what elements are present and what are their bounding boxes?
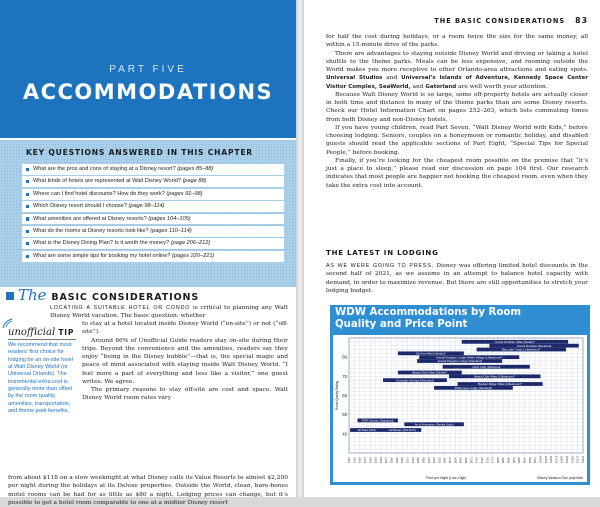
key-question-pages: (pages 85–88) <box>177 166 214 172</box>
section-title-the: The <box>18 286 47 304</box>
y-tick-label: 60 <box>342 393 347 398</box>
bullet-square-icon <box>26 217 29 220</box>
x-tick-label: $1200 <box>582 455 585 463</box>
x-tick-label: $1025 <box>544 455 548 463</box>
x-tick-label: $325 <box>395 457 399 463</box>
x-tick-label: $300 <box>390 457 394 463</box>
key-question-text: What are the pros and cons of staying at a Disney resort? <box>33 166 176 172</box>
bullet-square-icon <box>26 168 29 171</box>
y-tick-label: 50 <box>342 412 347 418</box>
r-paragraph-1: for half the cost during holidays, or a room twice the size for the same money, all within a 15-minute drive of the parks. <box>326 34 588 49</box>
x-tick-label: $175 <box>363 457 367 463</box>
x-tick-label: $1175 <box>576 455 580 463</box>
x-tick-label: $1050 <box>550 455 554 463</box>
section-title-main: BASIC CONSIDERATIONS <box>51 292 200 303</box>
key-questions-heading: KEY QUESTIONS ANSWERED IN THIS CHAPTER <box>26 148 253 157</box>
x-tick-label: $975 <box>534 457 538 463</box>
x-tick-label: $200 <box>369 457 373 463</box>
x-tick-label: $150 <box>358 457 362 463</box>
key-question-pages: (pages 104–105) <box>148 215 191 222</box>
r-p2-b: Universal Studios <box>326 75 383 82</box>
x-tick-label: $550 <box>443 457 447 463</box>
x-tick-label: $400 <box>411 457 415 463</box>
key-question-text: What kinds of hotels are represented at Walt Disney World? <box>33 178 181 185</box>
x-tick-label: $875 <box>512 457 516 463</box>
x-tick-label: $1100 <box>560 455 564 463</box>
right-page <box>304 0 600 497</box>
r-p2-a: There are advantages to staying outside Disney World and driving or taking a hotel shuttle to the theme parks. Meals can be less expensive, and rooming outside the World makes you more receptive to other Orlando-area attractions and eating spots. <box>326 50 588 73</box>
x-tick-label: $675 <box>470 457 474 463</box>
key-question-pages: (page 88) <box>182 178 207 185</box>
bar-label: Bay Lake Tower (1-Bedroom)* <box>501 347 541 352</box>
x-tick-label: $650 <box>465 457 468 463</box>
x-tick-label: $775 <box>491 457 495 463</box>
section-title <box>6 286 199 304</box>
key-question-item <box>22 189 284 200</box>
x-tick-label: $525 <box>438 457 442 463</box>
section-square-icon <box>6 292 14 300</box>
x-tick-label: $1150 <box>571 455 575 463</box>
chart-plot-area <box>333 335 587 482</box>
lead-rest: is critical to planning any Walt Disney World vacation. The basic question: whether <box>50 305 288 320</box>
left-body-bottom: from about $118 on a slow weeknight at what Disney calls its Value Resorts to almost $2,200 per night during the holidays at its Deluxe properties. Outside the World, clean, bare-bones motel rooms can be had for as little as $80 a night. Lodging prices can change, but it’s possible to get a hotel room comparable to one at a midtier Disney resort <box>8 475 288 506</box>
x-tick-label: $375 <box>406 457 410 463</box>
x-tick-label: $350 <box>401 457 405 463</box>
x-tick-label: $850 <box>507 457 511 463</box>
key-question-item <box>22 226 284 237</box>
x-tick-label: $575 <box>449 457 453 463</box>
x-tick-label: $625 <box>459 457 463 463</box>
lead-paragraph <box>50 304 288 321</box>
running-head <box>434 16 588 25</box>
y-tick-label: 70 <box>342 373 347 379</box>
key-question-item <box>22 164 284 175</box>
lead-caps: LOCATING A SUITABLE HOTEL OR CONDO <box>50 305 191 311</box>
latest-rest: Disney was offering limited hotel discounts in the second half of 2021, as we assume in an attempt to balance hotel capacity with demand, in order to maximize revenue. But there are still opportunities to stretch your lodging budget. <box>326 263 588 294</box>
latest-lodging-paragraph <box>326 262 588 295</box>
bar-label: Animal Kingdom Lodge (Standard) <box>437 359 482 364</box>
accommodations-chart <box>330 305 590 485</box>
key-question-item <box>22 238 284 249</box>
bar-label: All-Stars (Std) <box>357 428 376 433</box>
x-tick-label: $925 <box>523 457 527 463</box>
bar-label: Beach Club Villas (1-Bedroom)* <box>474 374 516 379</box>
bar-label: Animal Kingdom Lodge Kidani Village (1-Bedroom)* <box>436 355 503 360</box>
r-p2-c: and <box>382 75 402 82</box>
x-tick-label: $100 <box>348 457 351 463</box>
x-axis-label: Price per Night (Low–High) <box>425 476 467 480</box>
key-question-text: Which Disney resort should I choose? <box>33 203 127 210</box>
key-question-text: What amenities are offered at Disney resorts? <box>33 215 147 222</box>
x-tick-label: $425 <box>417 457 421 463</box>
bullet-square-icon <box>26 230 29 233</box>
x-tick-label: $800 <box>496 457 500 463</box>
x-tick-label: $275 <box>385 457 389 463</box>
bar-label: Boulder Ridge Villas (1-Bedroom)* <box>477 382 523 387</box>
y-tick-label: 80 <box>342 354 347 360</box>
x-tick-label: $250 <box>379 457 383 463</box>
latest-lodging-heading: THE LATEST IN LODGING <box>326 249 439 257</box>
part-banner <box>0 0 296 138</box>
right-body-column <box>326 33 588 190</box>
r-paragraph-4: If you have young children, read Part Seven, “Walt Disney World with Kids,” before choosing lodging. Seniors, couples on a honeymoon or romantic holiday, and disabled guests should read the applicable sections of Part Eight, “Special Tips for Special People,” before booking. <box>326 124 588 156</box>
bar-label: Caribbean (Std-DVC) <box>388 428 416 433</box>
key-questions-box <box>0 140 296 287</box>
x-tick-label: $725 <box>480 457 484 463</box>
key-question-item <box>22 251 284 262</box>
key-question-pages: (pages 91–98) <box>166 190 203 197</box>
x-tick-label: $1125 <box>566 455 570 463</box>
tip-heading <box>8 327 76 340</box>
x-tick-label: $125 <box>353 457 357 463</box>
bar-label: Art of Animation (Family Suite) <box>414 422 454 427</box>
page-number: 83 <box>575 16 588 25</box>
bar-label: Coronado Springs (Standard) <box>396 378 434 383</box>
key-questions-list <box>22 164 284 263</box>
r-p2-d: Universal’s Islands of Adventure, Kennedy Space Center Visitor Complex, SeaWorld, <box>326 75 588 90</box>
y-axis-label: Room Quality Rating <box>335 380 339 411</box>
key-question-text: What are some simple tips for booking my hotel online? <box>33 252 171 259</box>
unofficial-tip <box>8 327 76 415</box>
chart-title: WDW Accommodations by Room Quality and Price Point <box>335 307 521 330</box>
r-p2-f: Gatorland <box>425 83 457 90</box>
left-page <box>0 0 296 506</box>
x-tick-label: $950 <box>528 457 532 463</box>
key-question-text: Where can I find hotel discounts? How do they work? <box>33 190 165 197</box>
running-head-title: THE BASIC CONSIDERATIONS <box>434 17 566 25</box>
tip-flourish-icon <box>2 318 13 329</box>
key-question-pages: (page 206–212) <box>170 240 211 247</box>
bar-label: Yacht Club (Standard) <box>472 364 501 369</box>
key-question-text: What do the rooms at Disney resorts look like? <box>33 227 149 234</box>
key-question-item <box>22 214 284 225</box>
key-question-item <box>22 201 284 212</box>
x-tick-label: $1000 <box>539 455 543 463</box>
bullet-square-icon <box>26 205 29 208</box>
paragraph-1: to stay at a hotel located inside Disney World (“on-site”) or not (“off-site”). <box>82 321 288 336</box>
x-tick-label: $225 <box>374 457 378 463</box>
x-tick-label: $600 <box>454 457 458 463</box>
tip-word-tip: TIP <box>58 328 75 337</box>
paragraph-2: Around 86% of Unofficial Guide readers stay on-site during their trips. Beyond the convenience and the amenities, readers say they enjoy “being in the Disney bubble”—that is, the special magic and peace of mind associated with staying inside Walt Disney World. “I feel more a part of everything and less like a visitor,” one guest writes. We agree. <box>82 337 288 385</box>
r-paragraph-3: Because Walt Disney World is so large, some off-property hotels are actually closer in both time and distance to many of the theme parks than are some Disney resorts. Check our Hotel Information Chart on pages 252–263, which lists commuting times from both Disney and non-Disney hotels. <box>326 91 588 123</box>
book-gutter <box>296 0 304 497</box>
bullet-square-icon <box>26 193 29 196</box>
bar-label: Beach Club Villas (Studio)* <box>412 370 448 375</box>
bullet-square-icon <box>26 255 29 258</box>
left-body-column <box>82 320 288 403</box>
chart-svg <box>333 335 587 482</box>
key-question-pages: (page 98–114) <box>128 203 165 210</box>
bar-label: Wilderness Lodge (Standard) <box>454 385 493 390</box>
y-tick-label: 40 <box>342 431 347 437</box>
key-question-text: What is the Disney Dining Plan? Is it worth the money? <box>33 240 170 247</box>
bar-label: POP Century (Standard) <box>361 418 394 423</box>
key-question-pages: (pages 220–221) <box>172 252 215 259</box>
x-tick-label: $450 <box>422 457 426 463</box>
paragraph-3: The primary reasons to stay off-site are cost and space. Walt Disney World room rates vary <box>82 387 288 402</box>
x-tick-label: $1075 <box>555 455 559 463</box>
latest-caps: AS WE WERE GOING TO PRESS, <box>326 263 434 269</box>
x-tick-label: $750 <box>486 457 490 463</box>
bar-label: Grand Floridian Villas (Studio)* <box>495 339 535 344</box>
r-paragraph-2 <box>326 50 588 91</box>
bullet-square-icon <box>26 242 29 245</box>
x-tick-label: $900 <box>518 457 522 463</box>
x-tick-label: $500 <box>433 457 437 463</box>
r-p2-g: are well worth your attention. <box>456 83 548 90</box>
tip-word-unofficial: unofficial <box>8 327 56 338</box>
bar-label: Grand Floridian (Standard) <box>516 343 552 348</box>
x-tick-label: $700 <box>475 457 479 463</box>
bar-label: Old Key West (Studio)* <box>416 351 446 356</box>
r-p2-e: and <box>410 83 426 90</box>
r-paragraph-5: Finally, if you’re looking for the cheapest room possible on the premise that “it’s just a place to sleep,” please read our discussion on page 104 first. Our research indicates that most people are happier not booking the cheapest room, even when they take the extra cost into account. <box>326 157 588 189</box>
part-label: PART FIVE <box>109 64 187 75</box>
bullet-square-icon <box>26 180 29 183</box>
tip-text: We recommend that most readers’ first choice for lodging be an on-site hotel at Walt Disney World (or Universal Orlando). The incremental extra cost is generally more than offset by the room quality, amenities, transportation, and theme park benefits. <box>8 342 74 415</box>
x-tick-label: $825 <box>502 457 506 463</box>
key-question-pages: (pages 110–114) <box>150 227 192 234</box>
chart-footnote: *Disney Vacation Club properties <box>536 476 583 480</box>
chapter-title: ACCOMMODATIONS <box>22 80 274 104</box>
key-question-item <box>22 176 284 187</box>
x-tick-label: $475 <box>427 457 431 463</box>
